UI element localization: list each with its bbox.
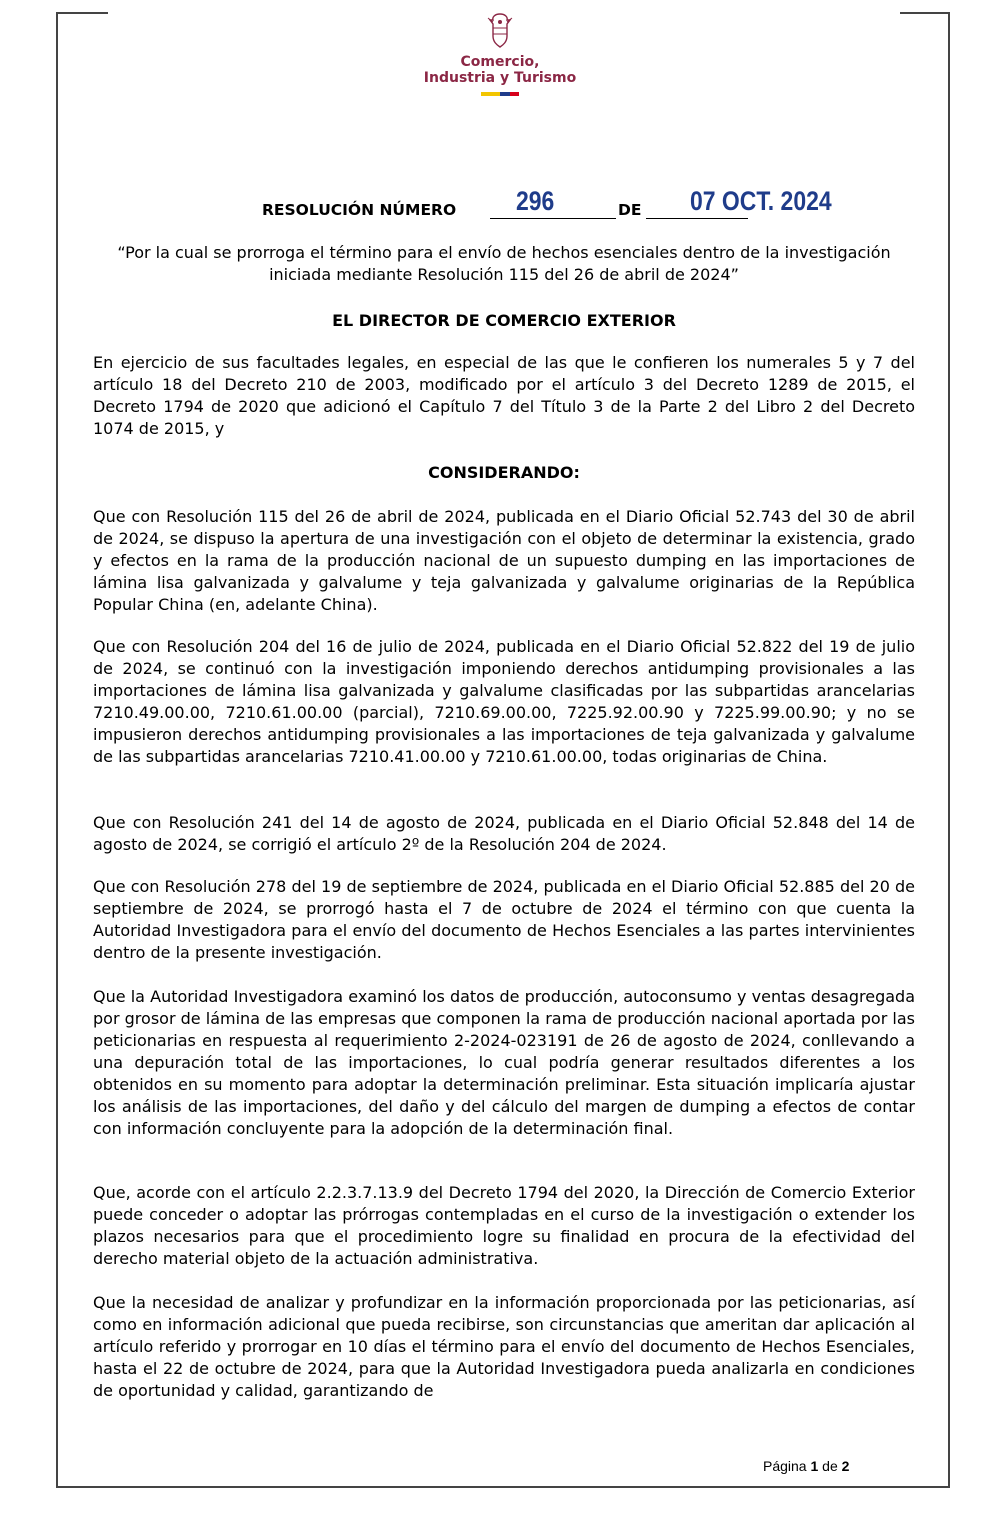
resolution-header [0, 186, 1000, 226]
page-number: 1 [810, 1458, 819, 1474]
date-label: DE [618, 201, 642, 219]
of-label: de [822, 1458, 838, 1474]
preamble-paragraph: En ejercicio de sus facultades legales, en especial de las que le confieren los numerales 5 y 7 del artículo 18 del Decreto 210 de 2003, modificado por el artículo 3 del Decreto 1289 de 2015, el Decreto 1794 de 2020 que adicionó el Capítulo 7 del Título 3 de la Parte 2 del Libro 2 del Decreto 1074 de 2015, y [93, 353, 915, 438]
page-frame-top-left [56, 12, 108, 14]
ministry-name-line2: Industria y Turismo [423, 70, 577, 86]
paragraph-6: Que, acorde con el artículo 2.2.3.7.13.9 del Decreto 1794 del 2020, la Dirección de Comercio Exterior puede conceder o adoptar las prórrogas contempladas en el curso de la investigación o extender los plazos necesarios para que el procedimiento logre su finalidad en procura de la efectividad del derecho material objeto de la actuación administrativa. [93, 1183, 915, 1268]
flag-blue [500, 92, 510, 96]
total-pages: 2 [841, 1458, 850, 1474]
paragraph-7: Que la necesidad de analizar y profundizar en la información proporcionada por las peticionarias, así como en información adicional que pueda recibirse, son circunstancias que ameritan dar aplicación al artículo referido y prorrogar en 10 días el término para el envío del documento de Hechos Esenciales, hasta el 22 de octubre de 2024, para que la Autoridad Investigadora pueda analizarla en condiciones de oportunidad y calidad, garantizando de [93, 1293, 915, 1400]
paragraph-3: Que con Resolución 241 del 14 de agosto de 2024, publicada en el Diario Oficial 52.848 del 14 de agosto de 2024, se corrigió el artículo 2º de la Resolución 204 de 2024. [93, 813, 915, 854]
page-frame-bottom [56, 1486, 950, 1488]
paragraph-4: Que con Resolución 278 del 19 de septiembre de 2024, publicada en el Diario Oficial 52.885 del 20 de septiembre de 2024, se prorrogó hasta el 7 de octubre de 2024 el término con que cuenta la Autoridad Investigadora para el envío del documento de Hechos Esenciales a las partes intervinientes dentro de la presente investigación. [93, 877, 915, 962]
page-frame-left [56, 12, 58, 1488]
ministry-name [400, 54, 600, 86]
authority-heading: EL DIRECTOR DE COMERCIO EXTERIOR [332, 311, 676, 330]
date-underline [646, 218, 748, 219]
page-footer [763, 1458, 849, 1474]
flag-red [510, 92, 519, 96]
paragraph-5: Que la Autoridad Investigadora examinó los datos de producción, autoconsumo y ventas desagregada por grosor de lámina de las empresas que componen la rama de producción nacional aportada por las peticionarias en respuesta al requerimiento 2-2024-023191 de 26 de agosto de 2024, conllevando a una depuración total de las importaciones, lo cual podría generar resultados diferentes a los obtenidos en su momento para adoptar la determinación preliminar. Esta situación implicaría ajustar los análisis de las importaciones, del daño y del cálculo del margen de dumping a efectos de contar con información concluyente para la adopción de la determinación final. [93, 987, 915, 1138]
page-label: Página [763, 1458, 807, 1474]
resolution-number: 296 [516, 186, 555, 216]
ministry-logo [400, 12, 600, 108]
resolution-date: 07 OCT. 2024 [690, 186, 832, 216]
ministry-name-line1: Comercio, [460, 54, 540, 70]
flag-stripe [481, 92, 519, 96]
page-frame-top-right [900, 12, 950, 14]
paragraph-1: Que con Resolución 115 del 26 de abril de 2024, publicada en el Diario Oficial 52.743 del 30 de abril de 2024, se dispuso la apertura de una investigación con el objeto de determinar la existencia, grado y efectos en la rama de la producción nacional de un supuesto dumping en las importaciones de lámina lisa galvanizada y galvalume y teja galvanizada y galvalume originarias de la República Popular China (en, adelante China). [93, 507, 915, 614]
flag-yellow [481, 92, 500, 96]
resolution-label: RESOLUCIÓN NÚMERO [262, 201, 457, 219]
paragraph-2: Que con Resolución 204 del 16 de julio de 2024, publicada en el Diario Oficial 52.822 del 19 de julio de 2024, se continuó con la investigación imponiendo derechos antidumping provisionales a las importaciones de lámina lisa galvanizada y galvalume clasificadas por las subpartidas arancelarias 7210.49.00.00, 7210.61.00.00 (parcial), 7210.69.00.00, 7225.92.00.90 y 7225.99.00.90; y no se impusieron derechos antidumping provisionales a las importaciones de teja galvanizada y galvalume de las subpartidas arancelarias 7210.41.00.00 y 7210.61.00.00, todas originarias de China. [93, 637, 915, 766]
coat-of-arms-icon [485, 12, 515, 50]
page-frame-right [948, 12, 950, 1488]
considerando-heading: CONSIDERANDO: [428, 463, 580, 482]
resolution-subtitle: “Por la cual se prorroga el término para el envío de hechos esenciales dentro de la investigación iniciada mediante Resolución 115 del 26 de abril de 2024” [117, 243, 891, 284]
number-underline [490, 218, 616, 219]
